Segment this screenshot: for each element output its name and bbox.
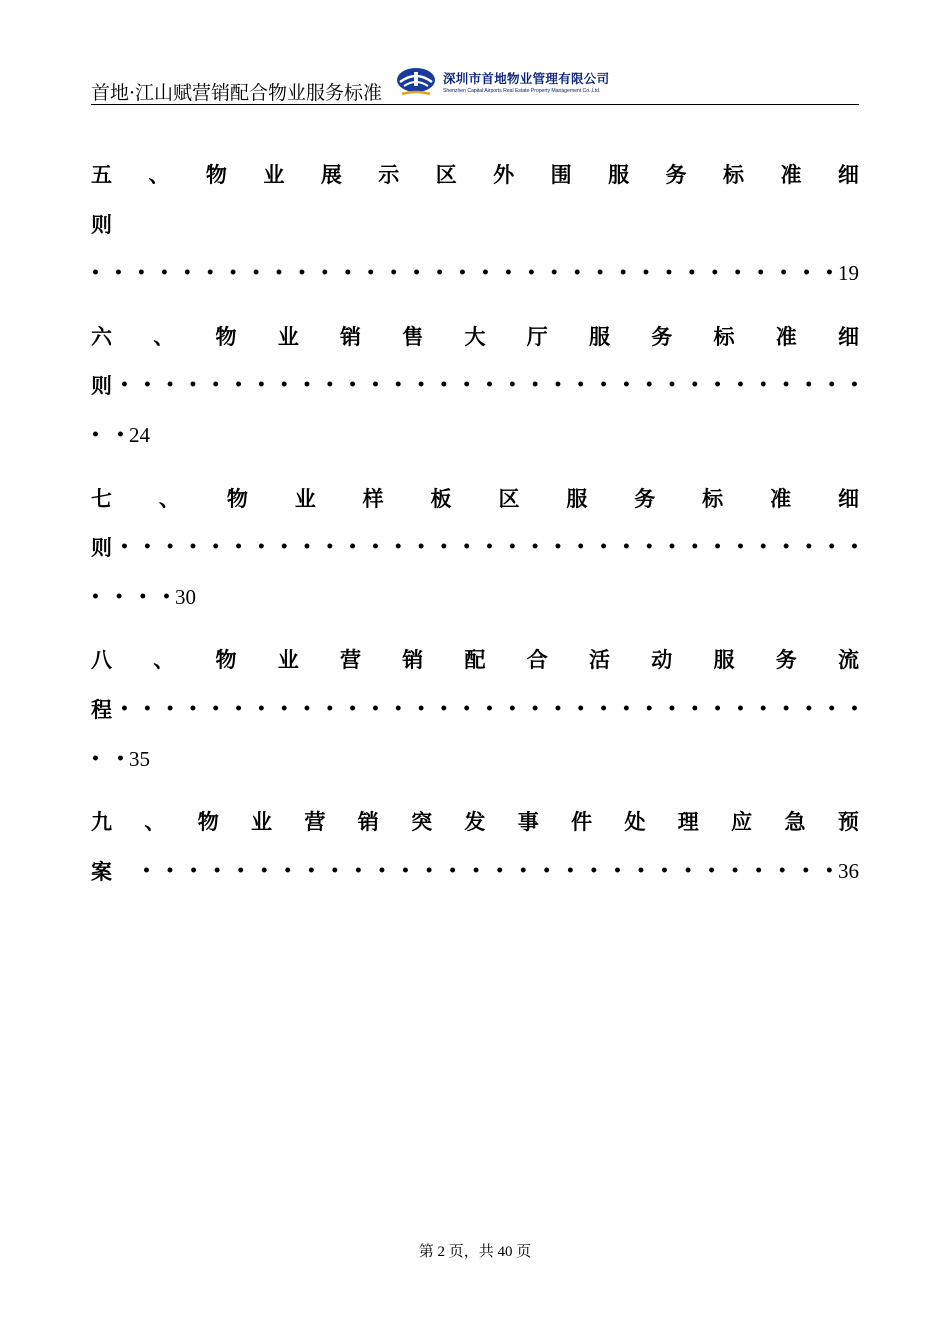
toc-title-char: 服 [566, 486, 588, 511]
leader-dot: • [279, 377, 289, 393]
leader-dot: • [507, 539, 517, 555]
toc-title-char: 、 [153, 647, 175, 672]
leader-dot: • [644, 539, 654, 555]
leader-dot: • [824, 863, 834, 879]
toc-entry-8-line3 [91, 744, 859, 774]
leader-dot: • [518, 863, 528, 879]
toc-title-char: 、 [148, 162, 170, 187]
toc-title-char: 服 [713, 647, 735, 672]
leader-dot: • [91, 589, 100, 605]
leader-dot: • [120, 701, 129, 717]
leader-dot: • [503, 265, 513, 281]
toc-title-char: 营 [304, 809, 326, 834]
leader-dot: • [827, 539, 837, 555]
toc-title-char: 预 [837, 809, 859, 834]
leader-dot: • [804, 377, 814, 393]
leader-dot: • [234, 377, 244, 393]
toc-title-char: 服 [608, 162, 630, 187]
leader-dot: • [120, 539, 129, 555]
leader-dot: • [735, 701, 745, 717]
leader-dot: • [549, 265, 559, 281]
leader-dot: • [259, 863, 269, 879]
leader-dot: • [850, 701, 859, 717]
leader-dot: • [576, 701, 586, 717]
toc-title-char: 销 [340, 324, 361, 349]
toc-leader-dots [91, 751, 125, 767]
leader-dot: • [802, 265, 812, 281]
leader-dot: • [212, 863, 222, 879]
leader-dot: • [416, 377, 426, 393]
toc-title-char: 销 [402, 647, 424, 672]
leader-dot: • [274, 265, 284, 281]
leader-dot: • [530, 701, 540, 717]
leader-dot: • [283, 863, 293, 879]
toc-entry-5-line2 [91, 209, 859, 239]
leader-dot: • [370, 701, 380, 717]
toc-leader-dots [120, 539, 859, 555]
toc-title-char: 务 [665, 162, 687, 187]
leader-dot: • [641, 265, 651, 281]
leader-dot: • [636, 863, 646, 879]
toc-title-char: 服 [589, 324, 610, 349]
toc-title-char: 物 [226, 486, 248, 511]
leader-dot: • [827, 377, 837, 393]
toc-title-char: 准 [780, 162, 802, 187]
leader-dot: • [343, 265, 353, 281]
toc-entry-7-line1[interactable] [91, 483, 859, 513]
leader-dot: • [162, 589, 171, 605]
toc-title-char: 理 [677, 809, 699, 834]
leader-dot: • [320, 265, 330, 281]
leader-dot: • [389, 265, 399, 281]
leader-dot: • [302, 539, 312, 555]
leader-dot: • [621, 377, 631, 393]
leader-dot: • [733, 265, 743, 281]
toc-title-char: 应 [731, 809, 753, 834]
toc-title-char: 销 [357, 809, 379, 834]
leader-dot: • [279, 539, 289, 555]
leader-dot: • [480, 265, 490, 281]
toc-title-char: 区 [498, 486, 520, 511]
toc-title-char: 标 [713, 324, 735, 349]
leader-dot: • [683, 863, 693, 879]
toc-entry-7-line3 [91, 582, 859, 612]
leader-dot: • [188, 539, 198, 555]
leader-dot: • [393, 377, 403, 393]
toc-title-char: 物 [197, 809, 219, 834]
leader-dot: • [618, 265, 628, 281]
leader-dot: • [435, 265, 445, 281]
toc-title-char: 五 [91, 162, 112, 187]
toc-title-char: 动 [651, 647, 673, 672]
leader-dot: • [507, 701, 517, 717]
toc-title-char: 合 [526, 647, 548, 672]
leader-dot: • [553, 539, 563, 555]
leader-dot: • [687, 265, 697, 281]
leader-dot: • [713, 377, 723, 393]
leader-dot: • [462, 701, 472, 717]
leader-dot: • [182, 265, 192, 281]
leader-dot: • [599, 701, 609, 717]
leader-dot: • [165, 539, 175, 555]
toc-title-char: 活 [589, 647, 610, 672]
leader-dot: • [234, 539, 244, 555]
leader-dot: • [136, 265, 146, 281]
leader-dot: • [777, 863, 787, 879]
toc-leader-dots [142, 863, 834, 879]
leader-dot: • [256, 377, 266, 393]
leader-dot: • [211, 377, 221, 393]
toc-title-char: 业 [263, 162, 285, 187]
leader-dot: • [710, 265, 720, 281]
toc-title-char: 厅 [526, 324, 548, 349]
leader-dot: • [113, 265, 123, 281]
leader-dot: • [621, 701, 631, 717]
leader-dot: • [165, 701, 175, 717]
leader-dot: • [165, 863, 175, 879]
toc-entry-6-line2 [91, 370, 859, 400]
toc-page-number: 24 [129, 422, 150, 447]
toc-title-char: 务 [634, 486, 656, 511]
toc-title-char: 业 [294, 486, 316, 511]
leader-dot: • [366, 265, 376, 281]
leader-dot: • [228, 265, 238, 281]
toc-title-char: 配 [464, 647, 486, 672]
leader-dot: • [801, 863, 811, 879]
toc-leader-dots [91, 427, 125, 443]
toc-title-char: 展 [320, 162, 342, 187]
leader-dot: • [804, 701, 814, 717]
leader-dot: • [353, 863, 363, 879]
toc-entry-6-line1[interactable] [91, 321, 859, 351]
leader-dot: • [576, 377, 586, 393]
toc-title-char: 细 [838, 324, 859, 349]
leader-dot: • [595, 265, 605, 281]
leader-dot: • [660, 863, 669, 879]
leader-dot: • [827, 701, 837, 717]
leader-dot: • [114, 589, 124, 605]
leader-dot: • [599, 539, 609, 555]
leader-dot: • [416, 539, 426, 555]
toc-title-char: 标 [702, 486, 724, 511]
toc-entry-8-line2 [91, 694, 859, 724]
leader-dot: • [462, 539, 472, 555]
leader-dot: • [507, 377, 517, 393]
toc-title-char: 准 [770, 486, 792, 511]
company-name [443, 69, 609, 94]
toc-title-char: 准 [775, 324, 797, 349]
leader-dot: • [542, 863, 552, 879]
leader-dot: • [495, 863, 505, 879]
leader-dot: • [348, 539, 358, 555]
leader-dot: • [370, 377, 380, 393]
leader-dot: • [189, 863, 199, 879]
toc-title-char: 务 [775, 647, 797, 672]
leader-dot: • [116, 751, 125, 767]
leader-dot: • [439, 377, 449, 393]
leader-dot: • [165, 377, 175, 393]
leader-dot: • [325, 539, 335, 555]
toc-title-char: 业 [251, 809, 273, 834]
leader-dot: • [302, 701, 312, 717]
leader-dot: • [756, 265, 766, 281]
leader-dot: • [781, 377, 791, 393]
leader-dot: • [621, 539, 631, 555]
leader-dot: • [325, 701, 335, 717]
leader-dot: • [526, 265, 536, 281]
toc-title-char: 七 [91, 486, 112, 511]
toc-entry-9-line1[interactable] [91, 806, 859, 836]
leader-dot: • [530, 539, 540, 555]
leader-dot: • [142, 701, 152, 717]
toc-title-char: 程 [91, 697, 112, 722]
leader-dot: • [236, 863, 246, 879]
leader-dot: • [439, 701, 449, 717]
leader-dot: • [735, 539, 745, 555]
leader-dot: • [779, 265, 789, 281]
leader-dot: • [754, 863, 764, 879]
leader-dot: • [553, 701, 563, 717]
leader-dot: • [667, 701, 677, 717]
toc-title-char: 件 [571, 809, 593, 834]
toc-title-char: 板 [430, 486, 452, 511]
header-title: 首地·江山赋营销配合物业服务标准 [91, 82, 383, 104]
company-name-en: Shenzhen Capital Airports Real Estate Property Management Co.,Ltd. [443, 88, 601, 94]
toc-title-char: 则 [91, 212, 112, 237]
leader-dot: • [612, 863, 622, 879]
leader-dot: • [91, 751, 100, 767]
toc-title-char: 九 [91, 809, 112, 834]
leader-dot: • [850, 539, 859, 555]
toc-title-char: 标 [722, 162, 744, 187]
leader-dot: • [644, 701, 654, 717]
toc-title-char: 事 [517, 809, 539, 834]
leader-dot: • [416, 701, 426, 717]
leader-dot: • [553, 377, 563, 393]
leader-dot: • [412, 265, 422, 281]
leader-dot: • [589, 863, 599, 879]
toc-title-char: 示 [378, 162, 400, 187]
leader-dot: • [142, 377, 152, 393]
company-name-cn: 深圳市首地物业管理有限公司 [443, 71, 610, 86]
toc-title-char: 围 [550, 162, 572, 187]
leader-dot: • [804, 539, 814, 555]
leader-dot: • [234, 701, 244, 717]
leader-dot: • [462, 377, 472, 393]
leader-dot: • [138, 589, 148, 605]
leader-dot: • [256, 701, 266, 717]
leader-dot: • [530, 377, 540, 393]
leader-dot: • [781, 539, 791, 555]
leader-dot: • [91, 427, 100, 443]
leader-dot: • [758, 539, 768, 555]
leader-dot: • [188, 377, 198, 393]
leader-dot: • [576, 539, 586, 555]
toc-leader-dots [91, 265, 834, 281]
toc-title-char: 处 [624, 809, 646, 834]
leader-dot: • [348, 701, 358, 717]
leader-dot: • [825, 265, 834, 281]
toc-title-char: 售 [402, 324, 424, 349]
toc-title-char: 业 [277, 647, 299, 672]
toc-title-char: 发 [464, 809, 486, 834]
toc-leader-dots [120, 377, 859, 393]
leader-dot: • [401, 863, 410, 879]
leader-dot: • [690, 701, 700, 717]
leader-dot: • [448, 863, 458, 879]
toc-title-char: 营 [340, 647, 361, 672]
toc-title-char: 细 [837, 486, 859, 511]
leader-dot: • [485, 539, 494, 555]
toc-entry-9-line2 [91, 856, 859, 886]
toc-title-char: 务 [651, 324, 673, 349]
leader-dot: • [565, 863, 575, 879]
leader-dot: • [142, 539, 152, 555]
toc-title-char: 急 [784, 809, 806, 834]
leader-dot: • [599, 377, 609, 393]
leader-dot: • [458, 265, 467, 281]
leader-dot: • [297, 265, 307, 281]
toc-title-char: 样 [362, 486, 384, 511]
leader-dot: • [306, 863, 316, 879]
toc-title-char: 八 [91, 647, 112, 672]
toc-title-char: 物 [215, 647, 237, 672]
leader-dot: • [667, 377, 677, 393]
page-header [91, 66, 859, 105]
leader-dot: • [758, 377, 768, 393]
toc-leader-dots [91, 589, 171, 605]
leader-dot: • [91, 265, 100, 281]
leader-dot: • [370, 539, 380, 555]
leader-dot: • [664, 265, 674, 281]
toc-title-char: 则 [91, 535, 112, 560]
leader-dot: • [116, 427, 125, 443]
toc-entry-8-line1[interactable] [91, 644, 859, 674]
toc-title-char: 大 [464, 324, 486, 349]
leader-dot: • [424, 863, 434, 879]
toc-entry-5-line1[interactable] [91, 159, 859, 189]
toc-title-char: 则 [91, 373, 112, 398]
leader-dot: • [348, 377, 358, 393]
page-footer: 第 2 页，共 40 页 [418, 1244, 532, 1260]
toc-title-char: 业 [277, 324, 299, 349]
toc-page-number: 35 [129, 746, 150, 771]
toc-title-char: 案 [91, 859, 112, 884]
leader-dot: • [211, 701, 221, 717]
toc-page-number: 30 [175, 584, 196, 609]
leader-dot: • [211, 539, 221, 555]
leader-dot: • [279, 701, 289, 717]
leader-dot: • [393, 701, 403, 717]
leader-dot: • [667, 539, 677, 555]
toc-page-number: 36 [838, 858, 859, 883]
leader-dot: • [713, 539, 723, 555]
leader-dot: • [439, 539, 449, 555]
toc-page-number: 19 [838, 260, 859, 285]
company-logo-icon [394, 66, 438, 98]
toc-title-char: 物 [205, 162, 227, 187]
toc-title-char: 六 [91, 324, 112, 349]
toc-title-char: 外 [493, 162, 515, 187]
toc-entry-6-line3 [91, 420, 859, 450]
leader-dot: • [325, 377, 335, 393]
leader-dot: • [781, 701, 791, 717]
leader-dot: • [690, 539, 700, 555]
leader-dot: • [485, 377, 494, 393]
leader-dot: • [471, 863, 481, 879]
leader-dot: • [142, 863, 151, 879]
toc-title-char: 、 [144, 809, 166, 834]
toc-title-char: 区 [435, 162, 457, 187]
toc-title-char: 突 [411, 809, 433, 834]
leader-dot: • [572, 265, 582, 281]
leader-dot: • [735, 377, 745, 393]
leader-dot: • [758, 701, 768, 717]
leader-dot: • [707, 863, 717, 879]
leader-dot: • [330, 863, 340, 879]
toc-entry-7-line2 [91, 532, 859, 562]
leader-dot: • [251, 265, 261, 281]
leader-dot: • [850, 377, 859, 393]
leader-dot: • [713, 701, 723, 717]
toc-entry-5-line3 [91, 258, 859, 288]
toc-title-char: 、 [153, 324, 175, 349]
leader-dot: • [159, 265, 169, 281]
toc-title-char: 流 [838, 647, 859, 672]
leader-dot: • [485, 701, 494, 717]
leader-dot: • [393, 539, 403, 555]
leader-dot: • [644, 377, 654, 393]
toc-leader-dots [120, 701, 859, 717]
toc-title-char: 细 [837, 162, 859, 187]
leader-dot: • [188, 701, 198, 717]
toc-title-char: 、 [158, 486, 180, 511]
leader-dot: • [377, 863, 387, 879]
leader-dot: • [120, 377, 129, 393]
leader-dot: • [730, 863, 740, 879]
leader-dot: • [256, 539, 266, 555]
leader-dot: • [302, 377, 312, 393]
leader-dot: • [205, 265, 215, 281]
toc-title-char: 物 [215, 324, 237, 349]
leader-dot: • [690, 377, 700, 393]
